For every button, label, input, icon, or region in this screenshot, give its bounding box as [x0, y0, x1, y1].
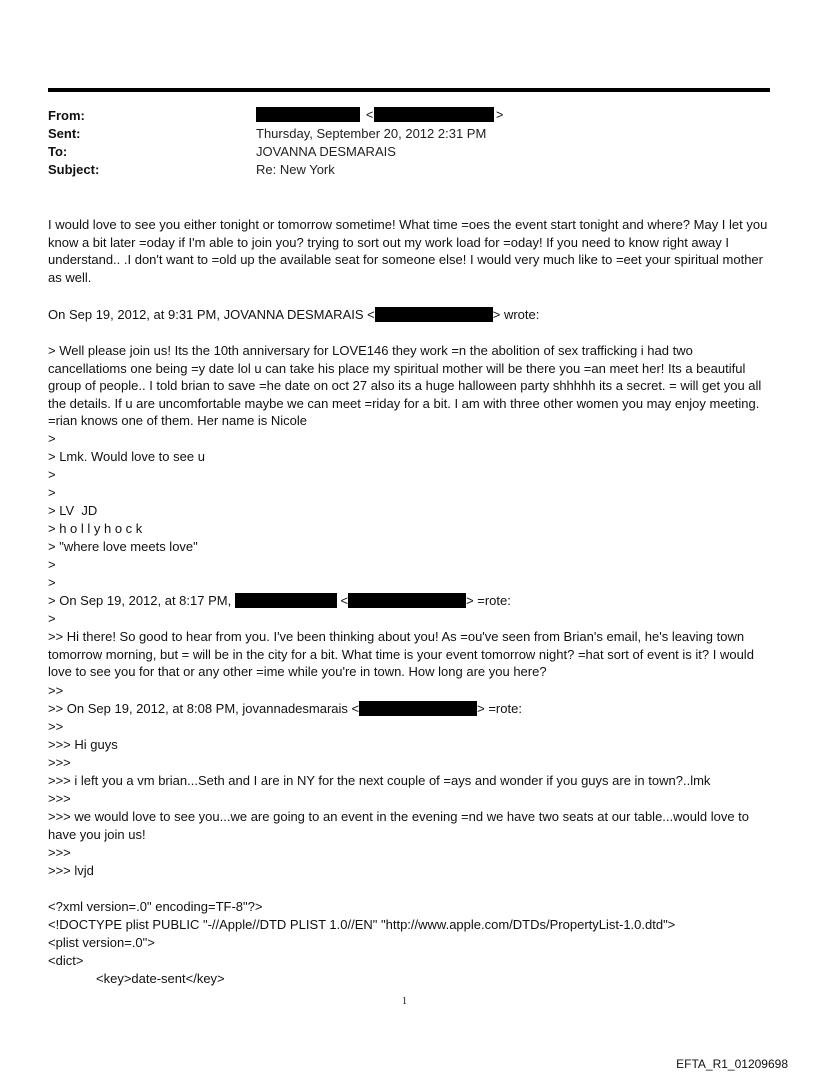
sender-lt: <: [366, 108, 374, 122]
quote-header-1-text: On Sep 19, 2012, at 9:31 PM, JOVANNA DESMARAIS <: [48, 307, 375, 322]
redaction-email-2: [348, 593, 466, 608]
from-label: From:: [48, 108, 85, 123]
quote-header-3: [48, 700, 522, 718]
quote-line: >>> i left you a vm brian...Seth and I are in NY for the next couple of =ays and wonder if you guys are in town?..lmk: [48, 773, 711, 788]
quote-header-3-text: >> On Sep 19, 2012, at 8:08 PM, jovannadesmarais <: [48, 701, 360, 716]
quote-line: >>> lvjd: [48, 863, 94, 878]
quote-line: >>>: [48, 755, 71, 770]
xml-line: <plist version=.0">: [48, 935, 155, 950]
quote-line: >: [48, 557, 56, 572]
subject-value: Re: New York: [256, 162, 335, 177]
quoted-message-2: >> Hi there! So good to hear from you. I've been thinking about you! As =ou've seen from Brian's email, he's leaving town tomorrow morning, but = will be in the city for a bit. What time is your event tomorrow night? =hat sort of event is it? I would love to see you for that or any other =ime while you're in town. How long are you here?: [48, 629, 754, 680]
xml-line: <!DOCTYPE plist PUBLIC "-//Apple//DTD PLIST 1.0//EN" "http://www.apple.com/DTDs/PropertyList-1.0.dtd">: [48, 917, 676, 932]
subject-label: Subject:: [48, 162, 100, 177]
redaction-sender-name: [256, 107, 360, 122]
quote-line: >: [48, 467, 56, 482]
quote-line: >>: [48, 683, 64, 698]
to-label: To:: [48, 144, 68, 159]
redaction-name-2: [235, 593, 337, 608]
to-value: JOVANNA DESMARAIS: [256, 144, 396, 159]
sent-value: Thursday, September 20, 2012 2:31 PM: [256, 126, 487, 141]
quoted-message-3: >>> we would love to see you...we are going to an event in the evening =nd we have two seats at our table...would love to have you join us!: [48, 809, 750, 842]
quote-line: >: [48, 485, 56, 500]
quote-line: > LV JD: [48, 503, 98, 518]
quote-line: >>>: [48, 791, 71, 806]
quote-header-3-suffix: > =rote:: [477, 701, 522, 716]
sent-label: Sent:: [48, 126, 81, 141]
xml-line: <dict>: [48, 953, 84, 968]
page-number: 1: [402, 996, 407, 1007]
quote-line: > h o l l y h o c k: [48, 521, 143, 536]
xml-line: <key>date-sent</key>: [96, 971, 225, 986]
quoted-message-1: > Well please join us! Its the 10th anniversary for LOVE146 they work =n the abolition of sex trafficking i had two cancellatioms one being =y date lol u can take his place my spiritual mother will be there you =an meet her! Its a beautiful group of people.. I told brian to save =he date on oct 27 also its a huge halloween party shhhhh its a secret. = will get you all the details. If u are uncomfortable maybe we can meet =riday for a bit. I am with three other women you may enjoy meeting. =rian knows one of them. Her name is Nicole: [48, 343, 762, 429]
sender-gt: >: [496, 108, 504, 122]
quote-line: >: [48, 431, 56, 446]
quote-line: >: [48, 575, 56, 590]
quote-header-1: [48, 306, 539, 324]
quote-line: >>: [48, 719, 64, 734]
quote-line: >: [48, 611, 56, 626]
quote-header-1-suffix: > wrote:: [492, 307, 540, 322]
quote-line: > "where love meets love": [48, 539, 198, 554]
quote-line: >>> Hi guys: [48, 737, 118, 752]
quote-header-2-suffix: > =rote:: [466, 593, 511, 608]
quote-header-2-text: > On Sep 19, 2012, at 8:17 PM,: [48, 593, 232, 608]
quote-line: >>>: [48, 845, 71, 860]
redaction-email-3: [359, 701, 477, 716]
xml-line: <?xml version=.0" encoding=TF-8"?>: [48, 899, 263, 914]
header-rule: [48, 88, 770, 92]
quote-header-2: [48, 592, 511, 610]
reply-paragraph: I would love to see you either tonight or tomorrow sometime! What time =oes the event start tonight and where? May I let you know a bit later =oday if I'm able to join you? trying to sort out my work load for =oday! If you need to know right away I understand.. .I don't want to =old up the available seat for someone else! I would very much like to =eet your spiritual mother as well.: [48, 217, 768, 285]
quote-line: > Lmk. Would love to see u: [48, 449, 205, 464]
redaction-email-1: [375, 307, 493, 322]
document-id: EFTA_R1_01209698: [676, 1057, 788, 1071]
quote-header-2-lt: <: [340, 593, 349, 608]
redaction-sender-email: [374, 107, 494, 122]
